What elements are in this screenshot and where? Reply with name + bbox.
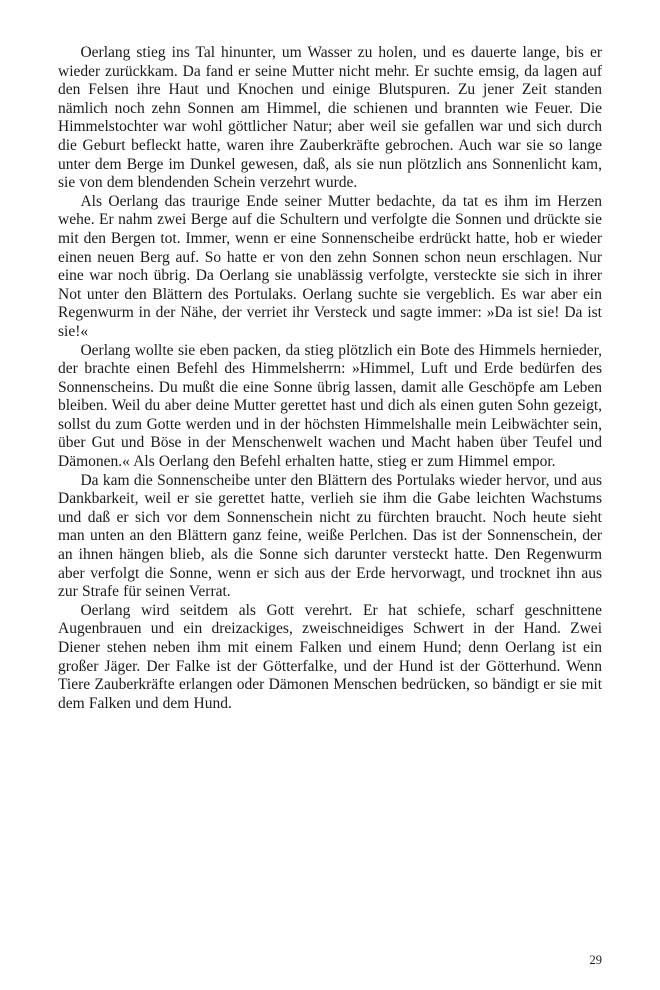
story-text-block xyxy=(58,44,602,713)
paragraph: Oerlang stieg ins Tal hinunter, um Wasser zu holen, und es dauerte lange, bis er wieder zurückkam. Da fand er seine Mutter nicht mehr. Er suchte emsig, da lagen auf den Felsen ihre Haut und Knochen und einige Blutspuren. Zu jener Zeit standen nämlich noch zehn Sonnen am Himmel, die schienen und brannten wie Feuer. Die Himmelstochter war wohl göttlicher Natur; aber weil sie gefallen war und sich durch die Geburt befleckt hatte, waren ihre Zauberkräfte gebrochen. Auch war sie so lange unter dem Berge im Dunkel gewesen, daß, als sie nun plötzlich ans Sonnenlicht kam, sie von dem blendenden Schein verzehrt wurde. xyxy=(58,44,602,192)
paragraph: Oerlang wird seitdem als Gott verehrt. Er hat schiefe, scharf geschnittene Augenbrauen und ein dreizackiges, zweischneidiges Schwert in der Hand. Zwei Diener stehen neben ihm mit einem Falken und einem Hund; denn Oerlang ist ein großer Jäger. Der Falke ist der Götterfalke, und der Hund ist der Götterhund. Wenn Tiere Zauberkräfte erlangen oder Dämonen Menschen bedrücken, so bändigt er sie mit dem Falken und dem Hund. xyxy=(58,601,602,712)
page-number: 29 xyxy=(589,953,602,967)
paragraph: Da kam die Sonnenscheibe unter den Blättern des Portulaks wieder hervor, und aus Dankbarkeit, weil er sie gerettet hatte, verlieh sie ihm die Gabe leichten Wachstums und daß er sich vor dem Sonnenschein nicht zu fürchten braucht. Noch heute sieht man unten an den Blättern ganz feine, weiße Perlchen. Das ist der Sonnenschein, der an ihnen hängen blieb, als die Sonne sich darunter versteckt hatte. Den Regenwurm aber verfolgt die Sonne, wenn er sich aus der Erde hervorwagt, und trocknet ihn aus zur Strafe für seinen Verrat. xyxy=(58,471,602,601)
paragraph: Als Oerlang das traurige Ende seiner Mutter bedachte, da tat es ihm im Herzen wehe. Er nahm zwei Berge auf die Schultern und verfolgte die Sonnen und drückte sie mit den Bergen tot. Immer, wenn er eine Sonnenscheibe erdrückt hatte, hob er wieder einen neuen Berg auf. So hatte er von den zehn Sonnen schon neun erschlagen. Nur eine war noch übrig. Da Oerlang sie unablässig verfolgte, versteckte sie sich in ihrer Not unter den Blättern des Portulaks. Oerlang suchte sie vergeblich. Es war aber ein Regenwurm in der Nähe, der verriet ihr Versteck und sagte immer: »Da ist sie! Da ist sie!« xyxy=(58,192,602,340)
paragraph: Oerlang wollte sie eben packen, da stieg plötzlich ein Bote des Himmels hernieder, der brachte einen Befehl des Himmelsherrn: »Himmel, Luft und Erde bedürfen des Sonnenscheins. Du mußt die eine Sonne übrig lassen, damit alle Geschöpfe am Leben bleiben. Weil du aber deine Mutter gerettet hast und dich als einen guten Sohn gezeigt, sollst du zum Gotte werden und in der höchsten Himmelshalle mein Leibwächter sein, über Gut und Böse in der Menschenwelt wachen und Macht haben über Teufel und Dämonen.« Als Oerlang den Befehl erhalten hatte, stieg er zum Himmel empor. xyxy=(58,341,602,471)
